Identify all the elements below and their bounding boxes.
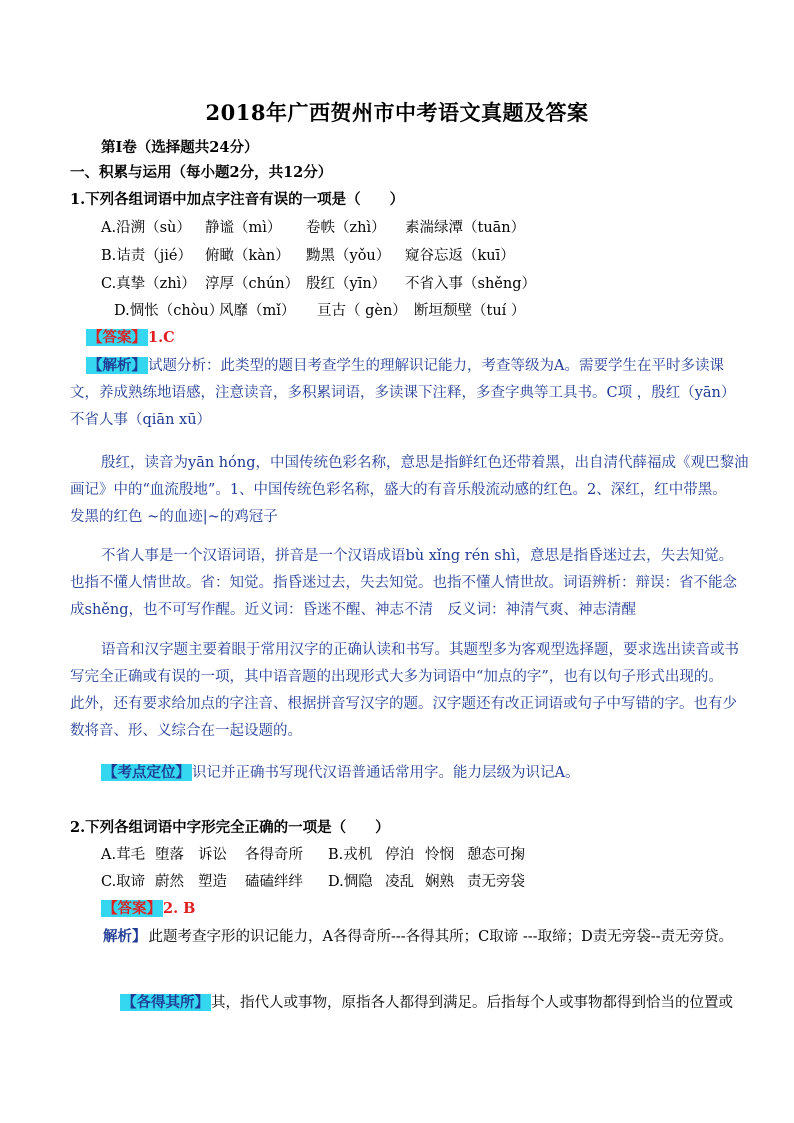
q1-para2-line-3: 成shěng，也不可写作醒。近义词：昏迷不醒、神志不清 反义词：神清气爽、神志清醒 <box>70 602 636 618</box>
q1-para3-line-2: 写完全正确或有误的一项，其中语音题的出现形式大多为词语中“加点的字”，也有以句子形式出现的。 <box>70 669 723 685</box>
idiom-badge: 【各得其所】 <box>122 994 209 1011</box>
q1-a-1: A.沿溯（sù） <box>101 220 191 236</box>
part-heading: 一、积累与运用（每小题2分，共12分） <box>70 164 333 181</box>
question-2-stem: 2.下列各组词语中字形完全正确的一项是（ ） <box>70 819 390 836</box>
q1-b-3: 黝黑（yǒu） <box>306 248 391 264</box>
analysis-badge: 【解析】 <box>88 357 146 374</box>
analysis-badge: 解析】 <box>103 928 147 945</box>
q1-d-2: 风靡（mǐ） <box>219 303 296 319</box>
kaodian-badge: 【考点定位】 <box>103 764 190 781</box>
answer-value: 1.C <box>148 329 175 346</box>
q2-gedeqisuo: 【各得其所】 其，指代人或事物，原指各人都得到满足。后指每个人或事物都得到恰当的位置或 <box>122 994 733 1011</box>
section-heading: 第Ⅰ卷（选择题共24分） <box>101 139 259 156</box>
q1-d-4: 断垣颓壁（tuí ） <box>414 303 526 319</box>
q2-options-row-2: C.取谛 蔚然 塑造 磕磕绊绊 D.惆隐 凌乱 娴熟 责无旁袋 <box>101 874 525 890</box>
answer-badge: 【答案】 <box>103 900 161 917</box>
q1-para3-line-3: 此外，还有要求给加点的字注音、根据拼音写汉字的题。汉字题还有改正词语或句子中写错的字。也有少 <box>70 696 737 712</box>
q1-para3-line-4: 数将音、形、义综合在一起设题的。 <box>70 723 302 739</box>
q1-analysis-line-2: 文，养成熟练地语感，注意读音，多积累词语，多读课下注释，多查字典等工具书。C项 ，殷红（yān） <box>70 385 736 401</box>
q1-d-1: D.惆怅（chòu） <box>114 303 224 319</box>
q1-kaodian: 【考点定位】 识记并正确书写现代汉语普通话常用字。能力层级为识记A。 <box>103 764 580 781</box>
q1-c-1: C.真挚（zhì） <box>101 276 196 292</box>
q1-a-3: 卷帙（zhì） <box>306 220 386 236</box>
q1-option-b <box>101 246 515 266</box>
answer-value: 2. B <box>163 900 196 917</box>
q1-b-4: 窥谷忘返（kuī） <box>405 248 515 264</box>
q1-para3-line-1: 语音和汉字题主要着眼于常用汉字的正确认读和书写。其题型多为客观型选择题，要求选出读音或书 <box>101 642 739 658</box>
q1-para2-line-2: 也指不懂人情世故。省：知觉。指昏迷过去，失去知觉。也指不懂人情世故。词语辨析：辩误：省不能念 <box>70 575 737 591</box>
q1-a-4: 素湍绿潭（tuān） <box>405 220 526 236</box>
page-title: 2018年广西贺州市中考语文真题及答案 <box>205 100 589 125</box>
q2-options-row-1: A.茸毛 堕落 诉讼 各得奇所 B.戎机 停泊 怜悯 憩态可掬 <box>101 847 525 863</box>
q1-para1-line-3: 发黑的红色 ~的血迹|~的鸡冠子 <box>70 509 278 525</box>
q1-b-1: B.诘责（jié） <box>101 248 192 264</box>
q1-option-a <box>101 218 525 238</box>
q1-para1-line-2: 画记》中的“血流殷地”。1、中国传统色彩名称，盛大的有音乐般流动感的红色。2、深红，红中带黑。 <box>70 482 727 498</box>
q1-c-4: 不省入事（shěng） <box>405 276 536 292</box>
q1-c-3: 殷红（yīn） <box>306 276 387 292</box>
q1-d-3: 亘古（ gèn） <box>317 303 407 319</box>
q1-b-2: 俯瞰（kàn） <box>205 248 290 264</box>
answer-badge: 【答案】 <box>88 329 146 346</box>
question-1-stem: 1.下列各组词语中加点字注音有误的一项是（ ） <box>70 191 405 208</box>
q1-para2-line-1: 不省人事是一个汉语词语，拼音是一个汉语成语bù xǐng rén shì，意思是指昏迷过去，失去知觉。 <box>101 548 734 564</box>
q2-answer <box>101 899 195 919</box>
q1-a-2: 静谧（mì） <box>205 220 282 236</box>
q1-analysis-line-1: 【解析】 试题分析：此类型的题目考查学生的理解识记能力，考查等级为A。需要学生在平时多读课 <box>88 357 724 374</box>
q1-para1-line-1: 殷红，读音为yān hóng，中国传统色彩名称，意思是指鲜红色还带着黑，出自清代薛福成《观巴黎油 <box>101 455 749 471</box>
q1-option-d <box>114 301 525 321</box>
q1-answer <box>86 328 175 348</box>
q1-analysis-line-3: 不省人事（qiān xū） <box>70 412 212 428</box>
q1-c-2: 淳厚（chún） <box>205 276 300 292</box>
q1-option-c <box>101 274 536 294</box>
q2-analysis: 解析】 此题考查字形的识记能力，A各得奇所---各得其所；C取谛 ---取缔；D责无旁袋--责无旁贷。 <box>103 928 733 945</box>
